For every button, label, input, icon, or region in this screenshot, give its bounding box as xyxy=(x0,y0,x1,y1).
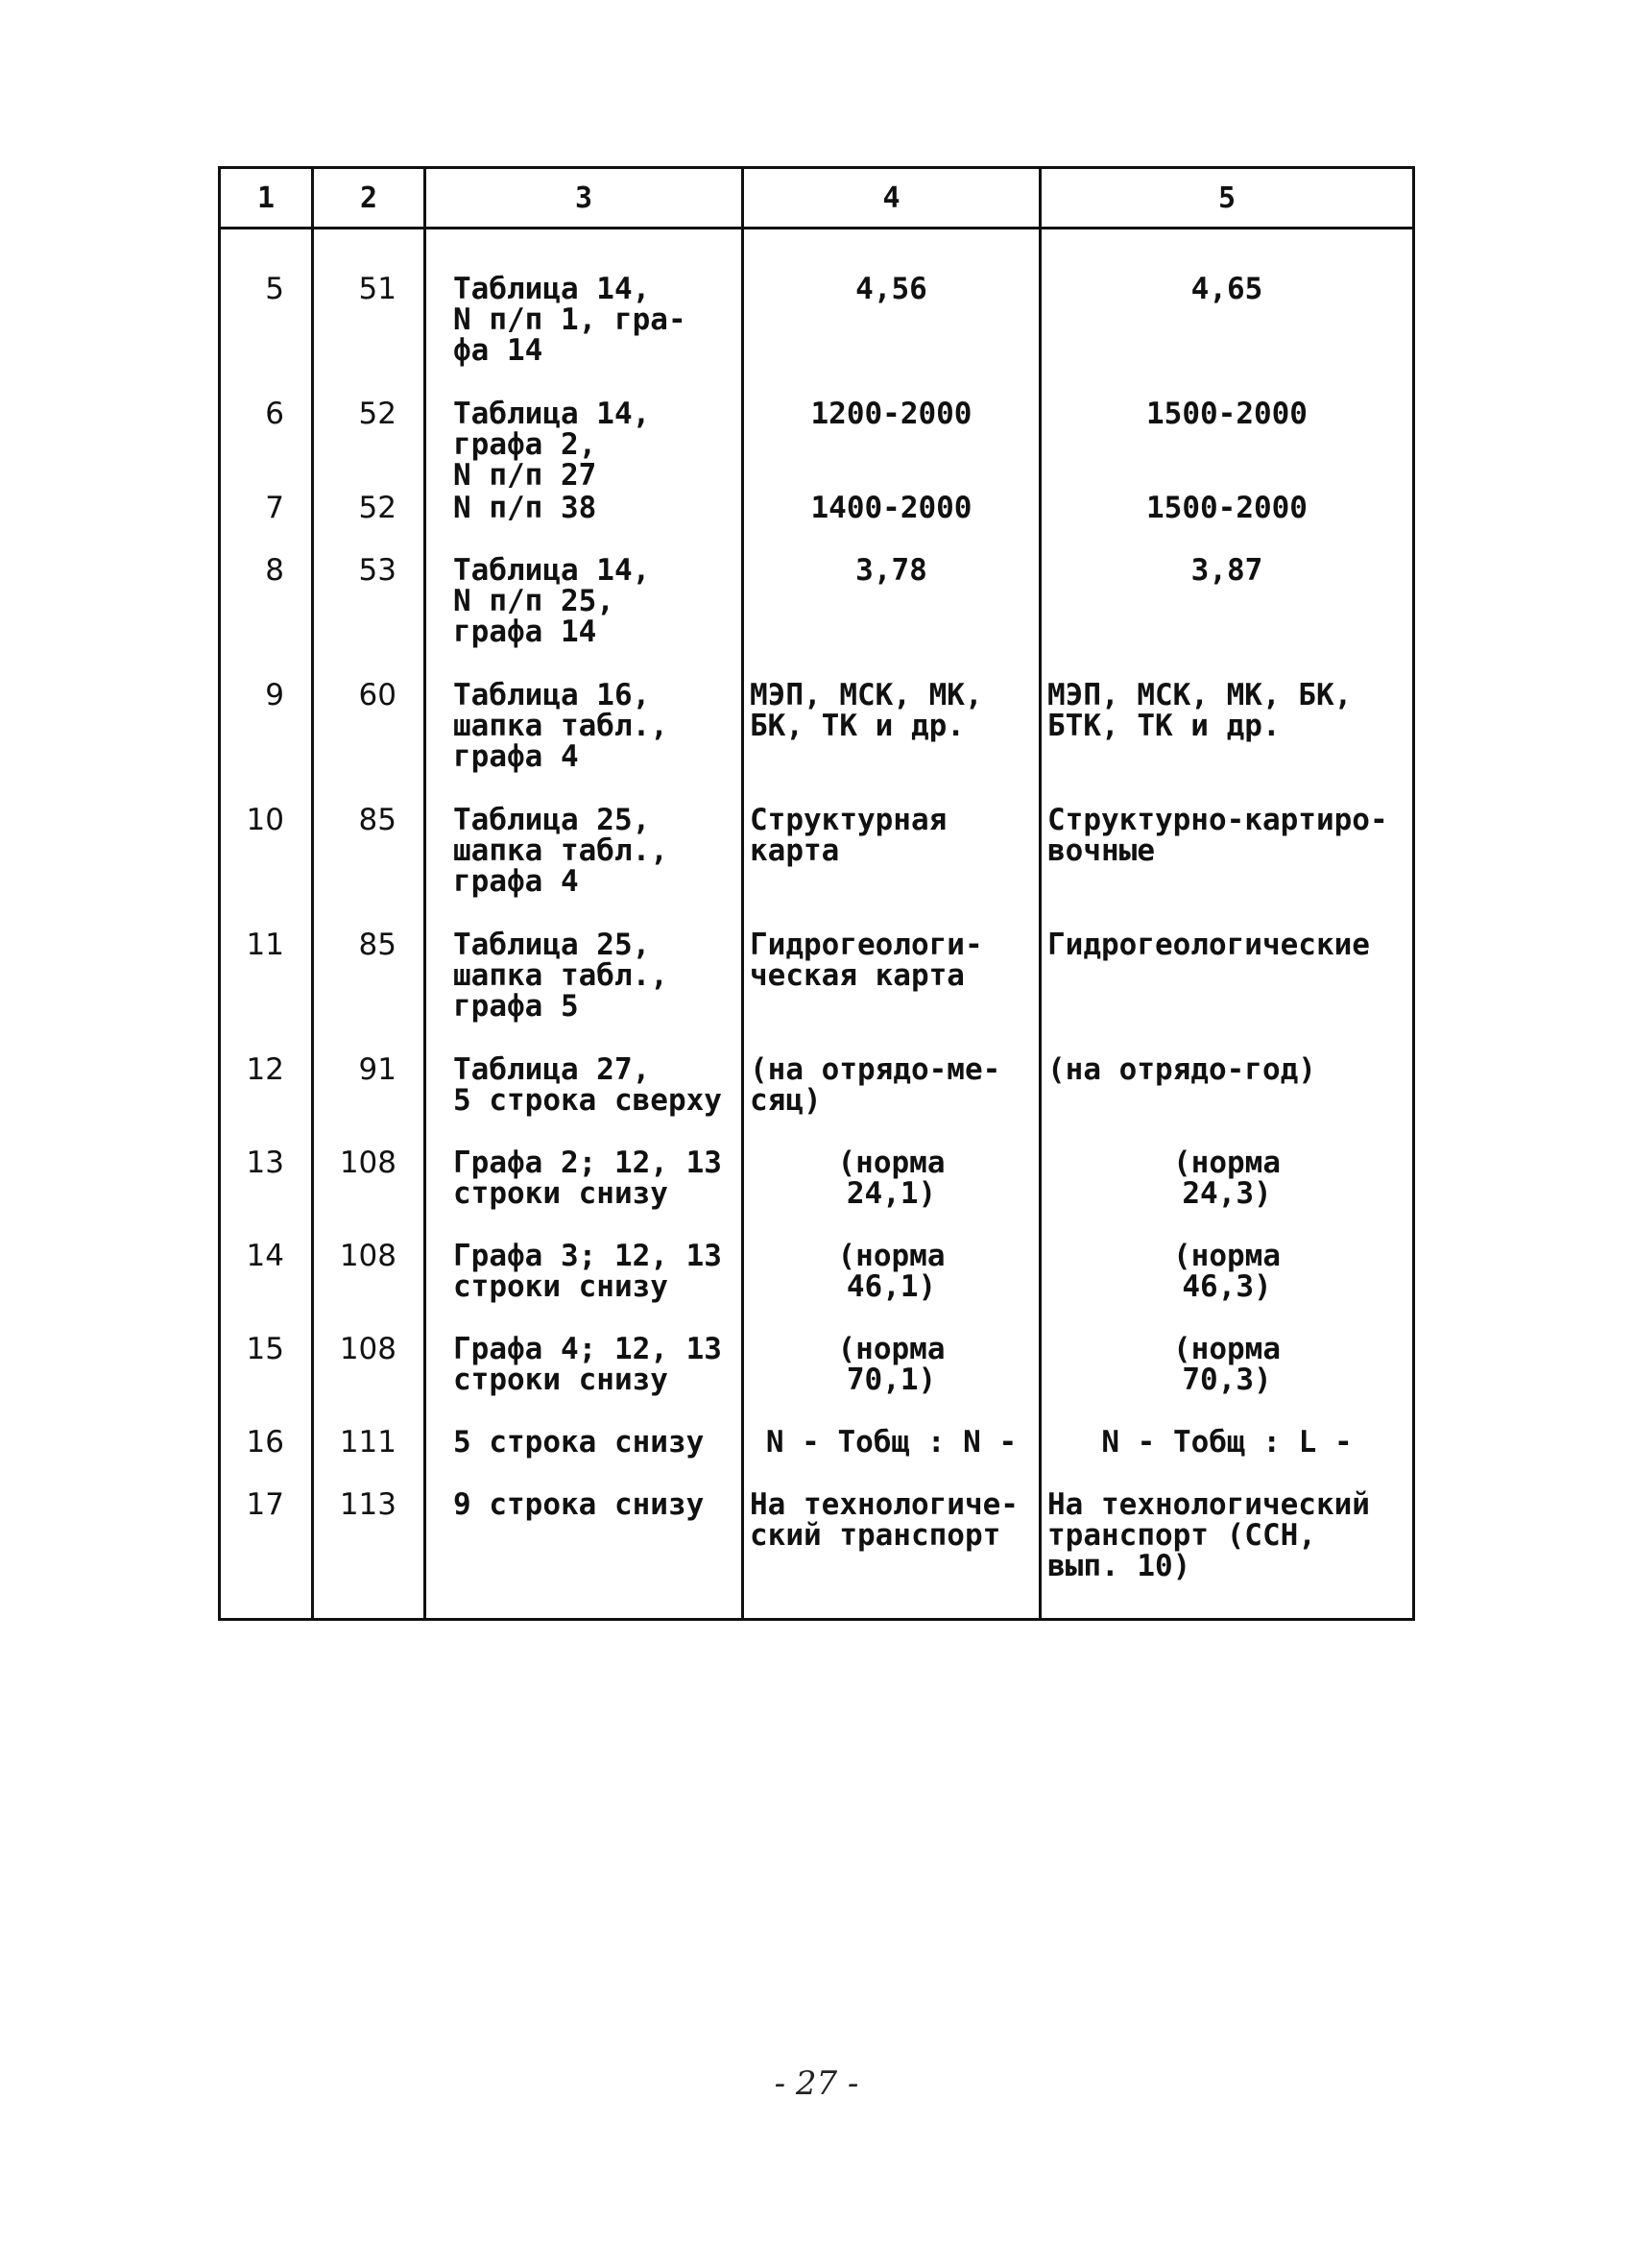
location-cell: Таблица 25, шапка табл., графа 4 xyxy=(425,805,743,929)
page-ref: 52 xyxy=(313,398,425,493)
should-be-cell: На технологический транспорт (ССН, вып. 10) xyxy=(1041,1489,1414,1620)
row-number: 11 xyxy=(246,928,284,962)
corrections-table xyxy=(218,166,1415,1621)
table-row xyxy=(220,1489,1414,1620)
location-cell: Графа 3; 12, 13 строки снизу xyxy=(425,1241,743,1334)
row-number: 10 xyxy=(246,803,284,837)
table-row xyxy=(220,1334,1414,1427)
row-number: 13 xyxy=(246,1146,284,1180)
location-cell: Графа 2; 12, 13 строки снизу xyxy=(425,1147,743,1241)
table-row xyxy=(220,493,1414,555)
table-row xyxy=(220,680,1414,805)
page-number: - 27 - xyxy=(774,2064,859,2103)
should-be-cell: (на отрядо-год) xyxy=(1041,1054,1414,1147)
table-row xyxy=(220,1054,1414,1147)
row-number: 5 xyxy=(265,272,284,306)
printed-cell: Структурная карта xyxy=(743,805,1041,929)
printed-cell: (на отрядо-ме- сяц) xyxy=(743,1054,1041,1147)
page-ref: 113 xyxy=(313,1489,425,1620)
row-number: 8 xyxy=(265,553,284,588)
header-col-5: 5 xyxy=(1041,168,1414,229)
printed-cell: На технологиче- ский транспорт xyxy=(743,1489,1041,1620)
should-be-cell: 1500-2000 xyxy=(1041,398,1414,493)
printed-cell: (норма 24,1) xyxy=(743,1147,1041,1241)
printed-cell: 4,56 xyxy=(743,229,1041,399)
table-row xyxy=(220,1147,1414,1241)
table-row xyxy=(220,929,1414,1054)
should-be-cell: Гидрогеологические xyxy=(1041,929,1414,1054)
table-row xyxy=(220,555,1414,680)
should-be-cell: 1500-2000 xyxy=(1041,493,1414,555)
should-be-cell: 3,87 xyxy=(1041,555,1414,680)
printed-cell: МЭП, МСК, МК, БК, ТК и др. xyxy=(743,680,1041,805)
location-cell: N п/п 38 xyxy=(425,493,743,555)
should-be-cell: МЭП, МСК, МК, БК, БТК, ТК и др. xyxy=(1041,680,1414,805)
header-col-4: 4 xyxy=(743,168,1041,229)
row-number: 17 xyxy=(246,1487,284,1522)
page-ref: 51 xyxy=(313,229,425,399)
page-ref: 111 xyxy=(313,1427,425,1489)
row-number: 9 xyxy=(265,678,284,712)
location-cell: Таблица 14, N п/п 25, графа 14 xyxy=(425,555,743,680)
page-ref: 108 xyxy=(313,1334,425,1427)
printed-cell: Гидрогеологи- ческая карта xyxy=(743,929,1041,1054)
location-cell: Таблица 27, 5 строка сверху xyxy=(425,1054,743,1147)
header-col-2: 2 xyxy=(313,168,425,229)
header-col-1: 1 xyxy=(220,168,313,229)
row-number: 12 xyxy=(246,1052,284,1087)
should-be-cell: 4,65 xyxy=(1041,229,1414,399)
table-row xyxy=(220,229,1414,399)
should-be-cell: (норма 46,3) xyxy=(1041,1241,1414,1334)
page-ref: 60 xyxy=(313,680,425,805)
page-ref: 52 xyxy=(313,493,425,555)
table-row xyxy=(220,1241,1414,1334)
row-number: 15 xyxy=(246,1332,284,1366)
location-cell: Таблица 16, шапка табл., графа 4 xyxy=(425,680,743,805)
location-cell: Таблица 14, графа 2, N п/п 27 xyxy=(425,398,743,493)
page-ref: 108 xyxy=(313,1147,425,1241)
printed-cell: 1400-2000 xyxy=(743,493,1041,555)
location-cell: Таблица 25, шапка табл., графа 5 xyxy=(425,929,743,1054)
row-number: 14 xyxy=(246,1239,284,1273)
location-cell: Таблица 14, N п/п 1, гра- фа 14 xyxy=(425,229,743,399)
row-number: 16 xyxy=(246,1425,284,1460)
row-number: 6 xyxy=(265,397,284,431)
should-be-cell: (норма 70,3) xyxy=(1041,1334,1414,1427)
table-row xyxy=(220,1427,1414,1489)
location-cell: Графа 4; 12, 13 строки снизу xyxy=(425,1334,743,1427)
should-be-cell: (норма 24,3) xyxy=(1041,1147,1414,1241)
table-row xyxy=(220,398,1414,493)
page-ref: 85 xyxy=(313,929,425,1054)
location-cell: 5 строка снизу xyxy=(425,1427,743,1489)
page-ref: 108 xyxy=(313,1241,425,1334)
table-header-row xyxy=(220,168,1414,229)
printed-cell: 3,78 xyxy=(743,555,1041,680)
page-ref: 53 xyxy=(313,555,425,680)
should-be-cell: Структурно-картиро- вочные xyxy=(1041,805,1414,929)
location-cell: 9 строка снизу xyxy=(425,1489,743,1620)
printed-cell: 1200-2000 xyxy=(743,398,1041,493)
printed-cell: N - Тобщ : N - xyxy=(743,1427,1041,1489)
row-number: 7 xyxy=(265,491,284,525)
table-row xyxy=(220,805,1414,929)
header-col-3: 3 xyxy=(425,168,743,229)
should-be-cell: N - Тобщ : L - xyxy=(1041,1427,1414,1489)
printed-cell: (норма 70,1) xyxy=(743,1334,1041,1427)
page-ref: 85 xyxy=(313,805,425,929)
page-ref: 91 xyxy=(313,1054,425,1147)
printed-cell: (норма 46,1) xyxy=(743,1241,1041,1334)
